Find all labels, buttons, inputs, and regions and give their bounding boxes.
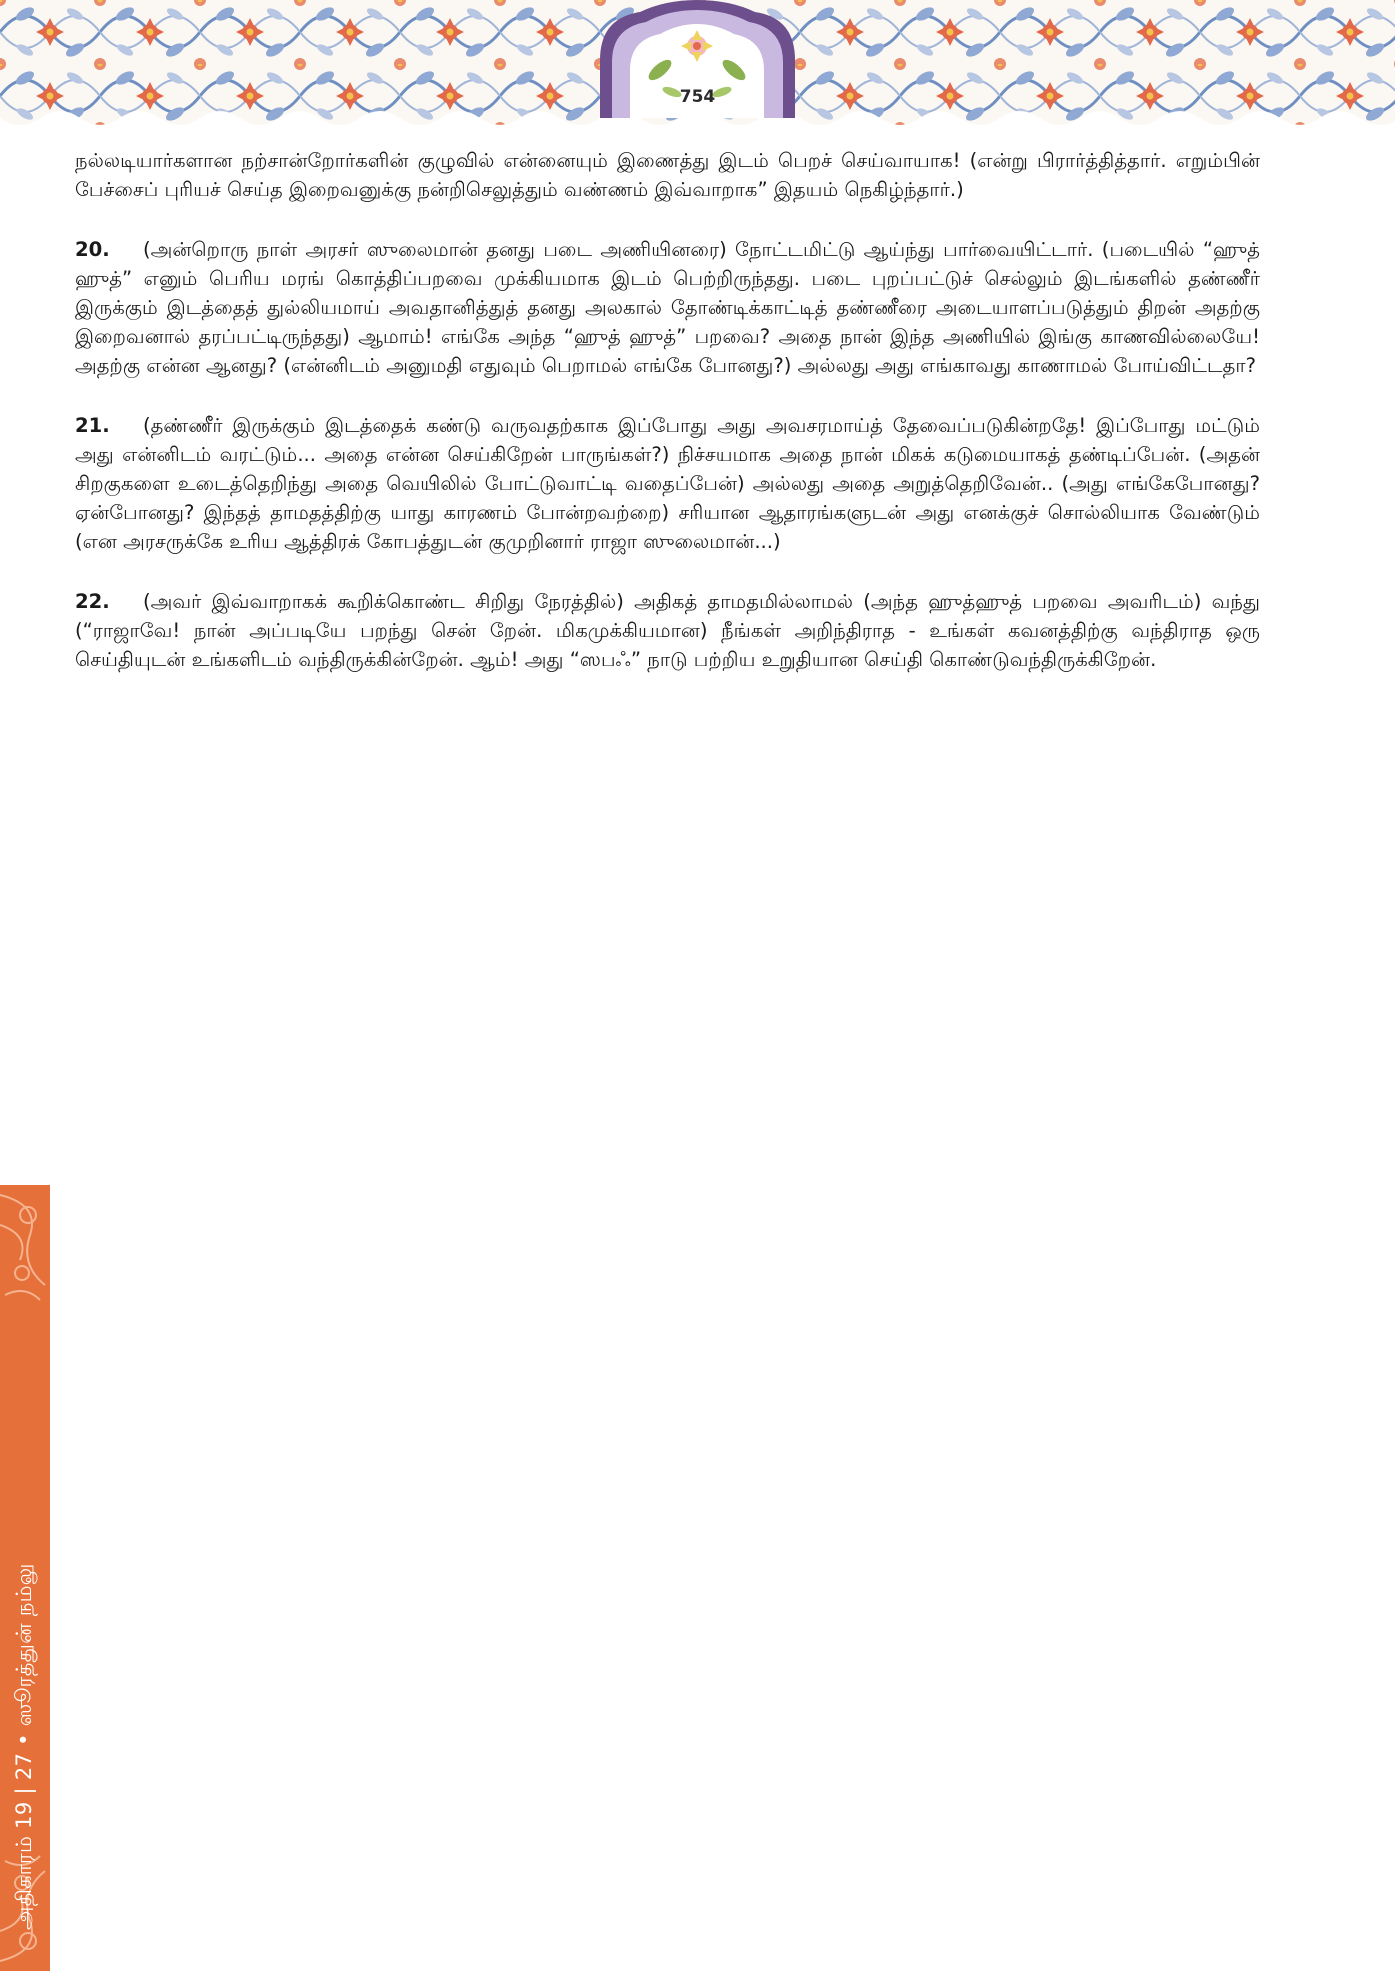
verse-number: 20. (75, 238, 110, 261)
verse-paragraph-20 (75, 235, 1260, 380)
paragraph-text: நல்லடியார்களான நற்சான்றோர்களின் குழுவில் என்னையும் இணைத்து இடம் பெறச் செய்வாயாக! (என்று பிரார்த்தித்தார். எறும்பின் பேச்சைப் புரியச் செய்த இறைவனுக்கு நன்றிசெலுத்தும் வண்ணம் இவ்வாறாக” இதயம் நெகிழ்ந்தார்.) (75, 149, 1260, 201)
page-number: 754 (679, 87, 716, 107)
header-ornament-band (0, 0, 1395, 128)
verse-paragraph-22 (75, 587, 1260, 674)
paragraph-continuation (75, 146, 1260, 204)
paragraph-text: (தண்ணீர் இருக்கும் இடத்தைக் கண்டு வருவதற்காக இப்போது அது அவசரமாய்த் தேவைப்படுகின்றதே! இப்போது மட்டும் அது என்னிடம் வரட்டும்... அதை என்ன செய்கிறேன் பாருங்கள்?) நிச்சயமாக அதை நான் மிகக் கடுமையாகத் தண்டிப்பேன். (அதன் சிறகுகளை உடைத்தெறிந்து அதை வெயிலில் போட்டுவாட்டி வதைப்பேன்) அல்லது அதை அறுத்தெறிவேன்.. (அது எங்கேபோனது? ஏன்போனது? இந்தத் தாமதத்திற்கு யாது காரணம் போன்றவற்றை) சரியான ஆதாரங்களுடன் அது எனக்குச் சொல்லியாக வேண்டும் (என அரசருக்கே உரிய ஆத்திரக் கோபத்துடன் குமுறினார் ராஜா ஸுலைமான்...) (75, 414, 1260, 553)
paragraph-text: (அன்றொரு நாள் அரசர் ஸுலைமான் தனது படை அணியினரை) நோட்டமிட்டு ஆய்ந்து பார்வையிட்டார். (படையில் “ஹுத் ஹுத்” எனும் பெரிய மரங் கொத்திப்பறவை முக்கியமாக இடம் பெற்றிருந்தது. படை புறப்பட்டுச் செல்லும் இடங்களில் தண்ணீர் இருக்கும் இடத்தைத் துல்லியமாய் அவதானித்துத் தனது அலகால் தோண்டிக்காட்டித் தண்ணீரை அடையாளப்படுத்தும் திறன் அதற்கு இறைவனால் தரப்பட்டிருந்தது) ஆமாம்! எங்கே அந்த “ஹுத் ஹுத்” பறவை? அதை நான் இந்த அணியில் இங்கு காணவில்லையே! அதற்கு என்ன ஆனது? (என்னிடம் அனுமதி எதுவும் பெறாமல் எங்கே போனது?) அல்லது அது எங்காவது காணாமல் போய்விட்டதா? (75, 238, 1260, 377)
verse-number: 21. (75, 414, 110, 437)
verse-paragraph-21 (75, 411, 1260, 556)
page-content (75, 146, 1260, 705)
verse-number: 22. (75, 590, 110, 613)
paragraph-text: (அவர் இவ்வாறாகக் கூறிக்கொண்ட சிறிது நேரத்தில்) அதிகத் தாமதமில்லாமல் (அந்த ஹுத்ஹுத் பறவை அவரிடம்) வந்து (“ராஜாவே! நான் அப்படியே பறந்து சென் றேன். மிகமுக்கியமான) நீங்கள் அறிந்திராத - உங்கள் கவனத்திற்கு வந்திராத ஒரு செய்தியுடன் உங்களிடம் வந்திருக்கின்றேன். ஆம்! அது “ஸபஃ” நாடு பற்றிய உறுதியான செய்தி கொண்டுவந்திருக்கிறேன். (75, 590, 1260, 671)
chapter-side-label: அதிகாரம் 19 | 27 • ஸூரத்துன் நம்லு (12, 1563, 36, 1930)
floral-pattern-icon (0, 0, 1395, 128)
side-ornament-top-icon (0, 1185, 50, 1305)
